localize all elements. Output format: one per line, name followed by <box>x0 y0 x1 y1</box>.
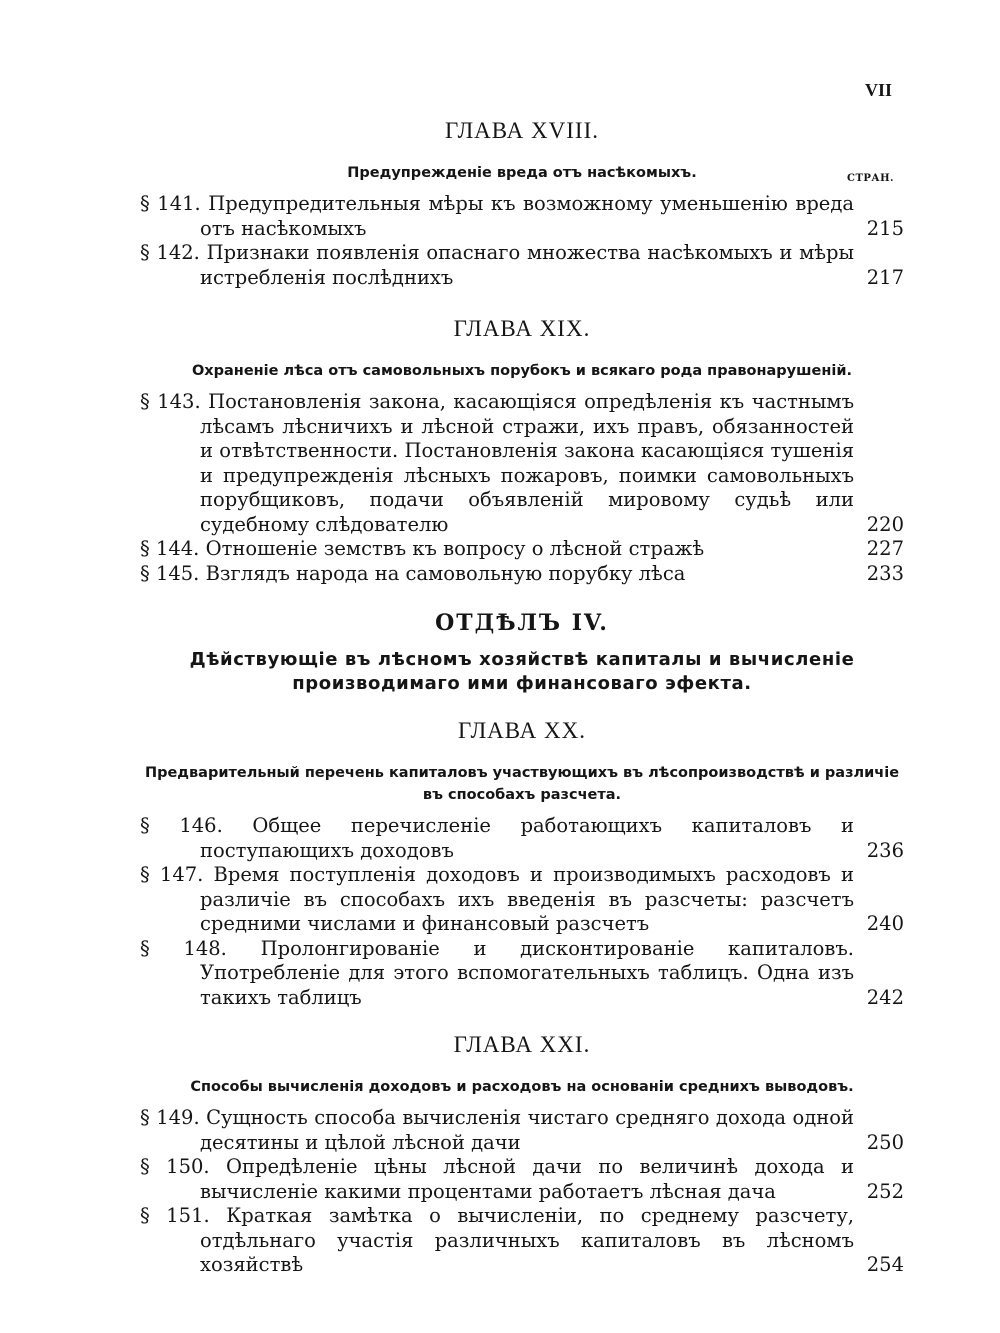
contents-column <box>140 118 904 1278</box>
chapter-subtitle-text: Предупрежденіе вреда отъ насѣкомыхъ. <box>347 165 697 181</box>
entry-text: Постановленія закона, касающіяся опредѣленія къ частнымъ лѣсамъ лѣсничихъ и лѣсной стражи, ихъ правъ, обязанностей и отвѣтственности. Постановленія закона касающіяся тушенія и предупрежденія лѣсныхъ пожаровъ, поимки самовольныхъ порубщиковъ, подачи объявленій мировому судьѣ или судебному слѣдователю <box>200 390 855 536</box>
chapter-19 <box>140 316 904 586</box>
entry-text: Общее перечисленіе работающихъ капиталовъ и поступающихъ доходовъ <box>200 814 854 862</box>
entry-page: 240 <box>866 912 904 935</box>
toc-entry <box>140 390 904 537</box>
entry-text: Пролонгированіе и дисконтированіе капиталовъ. Употребленіе для этого вспомогательныхъ таблицъ. Одна изъ такихъ таблицъ <box>200 936 854 1009</box>
entry-page: 215 <box>866 216 904 240</box>
chapter-title: ГЛАВА XX. <box>458 718 586 743</box>
entry-page: 252 <box>866 1179 904 1203</box>
chapter-title: ГЛАВА XIX. <box>453 316 591 341</box>
toc-entry <box>140 1155 904 1204</box>
entry-text: Отношеніе земствъ къ вопросу о лѣсной стражѣ <box>205 537 705 560</box>
entry-text: Опредѣленіе цѣны лѣсной дачи по величинѣ дохода и вычисленіе какими процентами работаетъ лѣсная дача <box>200 1155 854 1203</box>
entry-page: 254 <box>866 1253 904 1276</box>
entry-page: 250 <box>866 1130 904 1154</box>
entry-number: § 151. <box>140 1204 210 1227</box>
toc-entry <box>140 1106 904 1155</box>
toc-entry <box>140 863 904 937</box>
entry-page: 242 <box>866 985 904 1009</box>
chapter-subtitle: Способы вычисленія доходовъ и расходовъ на основаніи среднихъ выводовъ. <box>190 1079 854 1095</box>
chapter-title: ГЛАВА XVIII. <box>445 118 599 143</box>
section-subheading: Дѣйствующіе въ лѣсномъ хозяйствѣ капиталы и вычисленіе производимаго ими финансоваго эфекта. <box>189 649 855 694</box>
toc-entry <box>140 241 904 290</box>
entry-number: § 146. <box>140 814 223 837</box>
entry-text: Предупредительныя мѣры къ возможному уменьшенію вреда отъ насѣкомыхъ <box>200 192 854 240</box>
chapter-subtitle <box>140 162 904 184</box>
entry-text: Взглядъ народа на самовольную порубку лѣса <box>205 561 686 585</box>
chapter-21 <box>140 1032 904 1278</box>
section-heading: ОТДѢЛЪ IV. <box>435 610 609 636</box>
entry-number: § 143. <box>140 390 201 413</box>
entry-number: § 150. <box>140 1155 210 1178</box>
entry-page: 233 <box>866 561 904 585</box>
page-column-label: СТРАН. <box>847 173 894 184</box>
section-4 <box>140 610 904 696</box>
entry-page: 220 <box>866 512 904 536</box>
entry-text: Признаки появленія опаснаго множества насѣкомыхъ и мѣры истребленія послѣднихъ <box>200 241 854 289</box>
toc-entry <box>140 814 904 863</box>
toc-entry <box>140 1204 904 1278</box>
entry-number: § 145. <box>140 561 200 585</box>
entry-page: 227 <box>866 537 904 560</box>
page-number: VII <box>864 80 892 100</box>
entry-number: § 149. <box>140 1106 200 1129</box>
entry-page: 236 <box>866 838 904 862</box>
entry-number: § 141. <box>140 192 201 215</box>
entry-number: § 147. <box>140 863 204 886</box>
entry-text: Время поступленія доходовъ и производимыхъ расходовъ и различіе въ способахъ ихъ введенія въ разсчеты: разсчетъ средними числами и финансовый разсчетъ <box>200 863 854 935</box>
entry-text: Сущность способа вычисленія чистаго средняго дохода одной десятины и цѣлой лѣсной дачи <box>200 1106 855 1154</box>
entry-number: § 142. <box>140 241 200 264</box>
entry-number: § 148. <box>140 936 227 960</box>
toc-entry <box>140 562 904 587</box>
toc-entry <box>140 192 904 241</box>
entry-text: Краткая замѣтка о вычисленіи, по среднему разсчету, отдѣльнаго участія различныхъ капиталовъ въ лѣсномъ хозяйствѣ <box>200 1204 854 1276</box>
chapter-subtitle: Охраненіе лѣса отъ самовольныхъ порубокъ и всякаго рода правонарушеній. <box>191 363 853 379</box>
entry-page: 217 <box>866 265 904 289</box>
toc-entry <box>140 537 904 562</box>
chapter-20 <box>140 718 904 1010</box>
chapter-title: ГЛАВА XXI. <box>453 1032 591 1057</box>
toc-entry <box>140 937 904 1011</box>
chapter-18 <box>140 118 904 290</box>
chapter-subtitle: Предварительный перечень капиталовъ участвующихъ въ лѣсопроизводствѣ и различіе въ способахъ разсчета. <box>144 765 900 803</box>
entry-number: § 144. <box>140 537 200 560</box>
